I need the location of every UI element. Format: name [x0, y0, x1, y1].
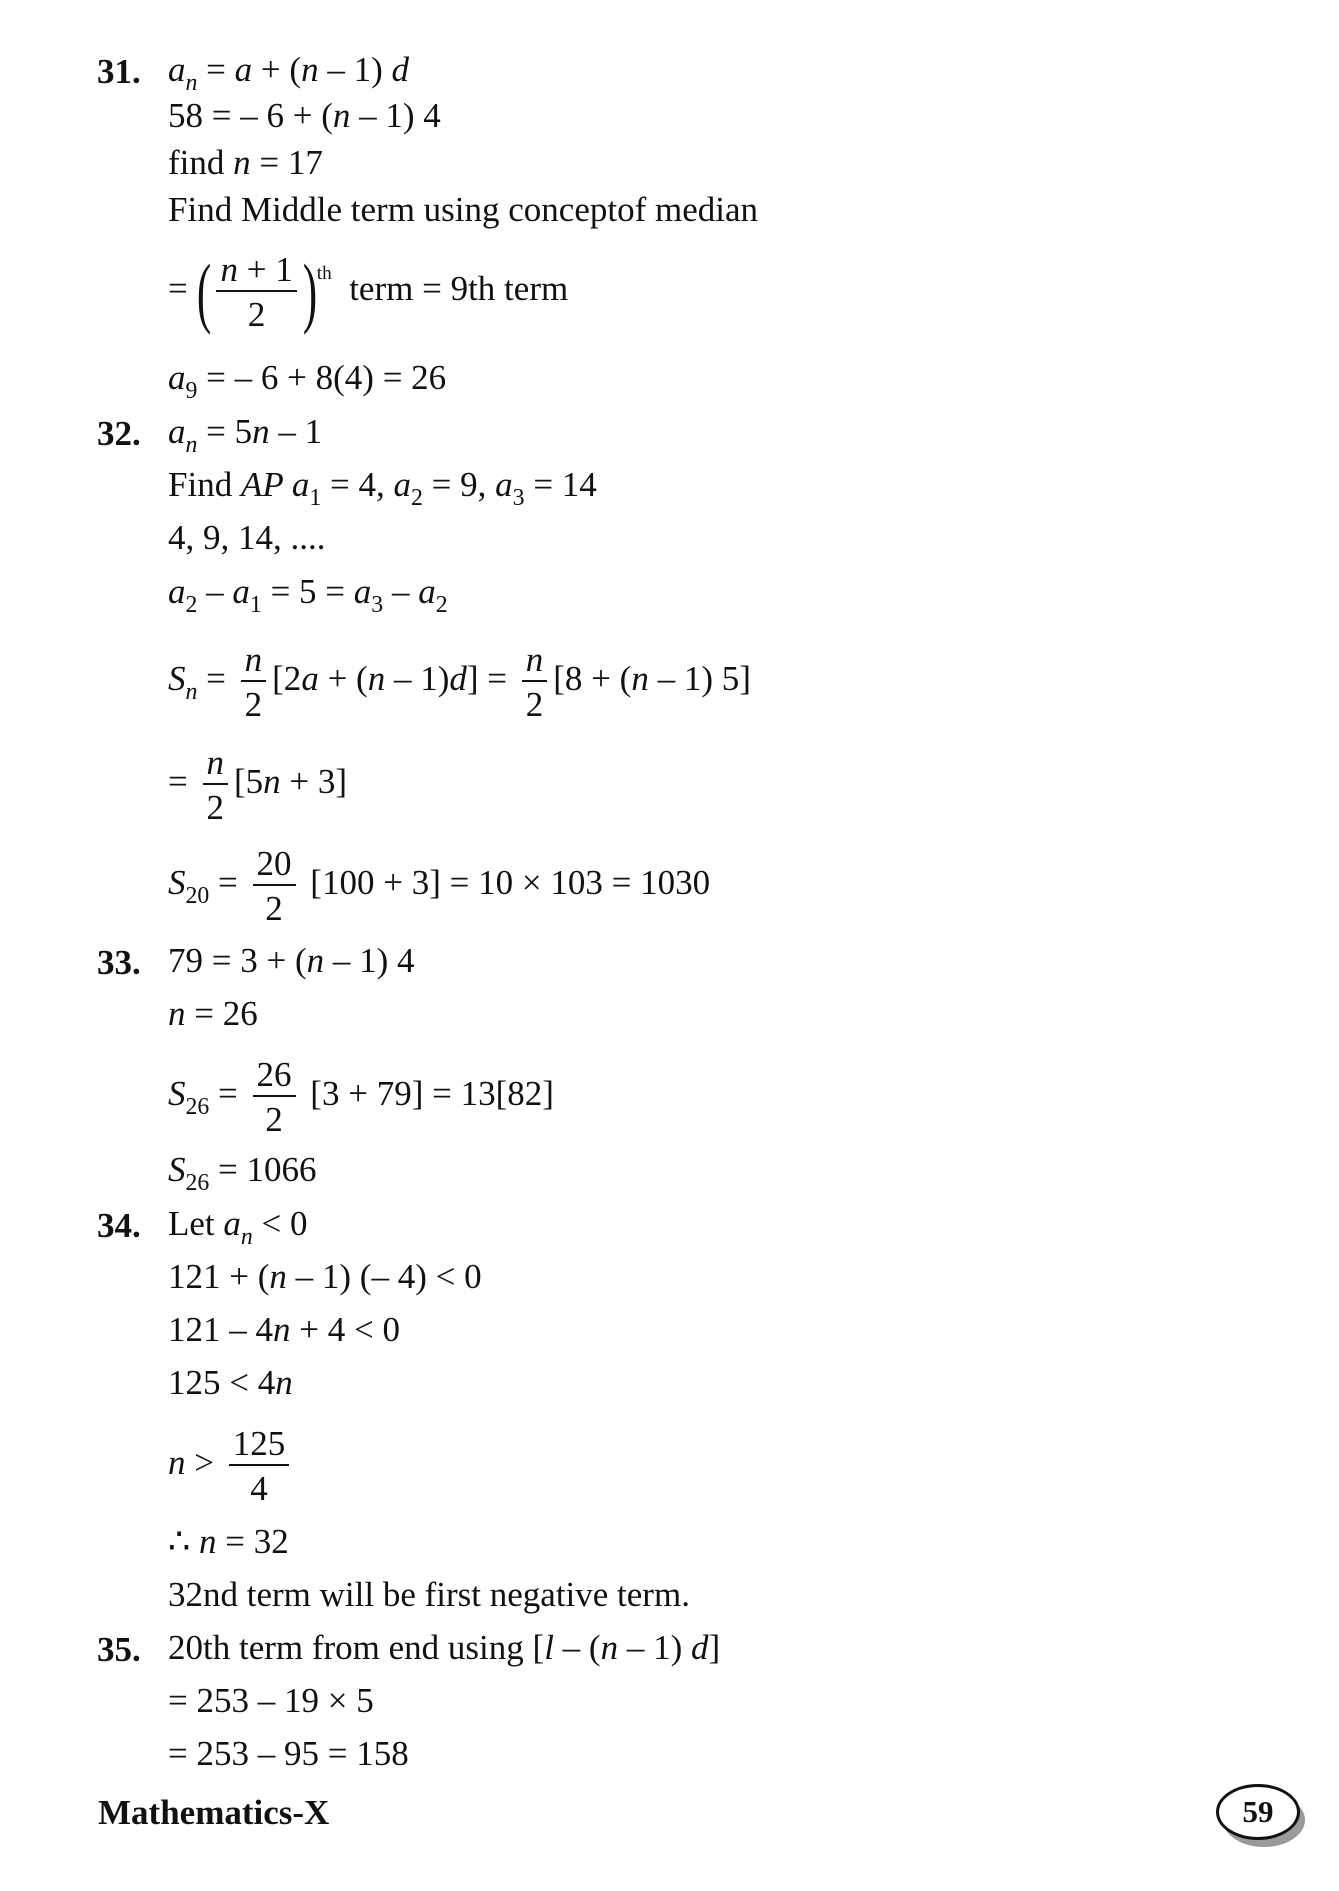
q34-line-3: 121 – 4n + 4 < 0	[168, 1310, 400, 1349]
q33-line-3: $S_{26}$ = $\frac{26}{2}$ [3 + 79] = 13[82]	[168, 1055, 554, 1139]
q32-line-6: = $\frac{n}{2}$ [5n + 3]	[168, 743, 348, 827]
q32-line-4: $a_2 - a_1 = 5 = a_3 - a_2$	[168, 572, 448, 619]
question-number: 31.	[97, 52, 141, 91]
q31-line-6: $a_9$ = – 6 + 8(4) = 26	[168, 358, 447, 405]
q34-line-7: 32nd term will be first negative term.	[168, 1575, 690, 1614]
q32-line-7: $S_{20}$ = $\frac{20}{2}$ [100 + 3] = 10 × 103 = 1030	[168, 844, 711, 928]
q33-line-4: $S_{26} = 1066$	[168, 1150, 317, 1197]
page-number: 59	[1242, 1794, 1274, 1829]
q33-line-1: 79 = 3 + (n – 1) 4	[168, 941, 415, 980]
footer-book-title: Mathematics-X	[98, 1793, 330, 1832]
q34-line-1: Let $a_n < 0$	[168, 1204, 308, 1251]
q31-line-2: 58 = – 6 + (n – 1) 4	[168, 96, 441, 135]
question-number: 35.	[97, 1630, 141, 1669]
q33-line-2: n = 26	[168, 994, 258, 1033]
q34-line-2: 121 + (n – 1) (– 4) < 0	[168, 1257, 482, 1296]
q34-line-4: 125 < 4n	[168, 1363, 293, 1402]
q32-line-5: $S_n$ = $\frac{n}{2}$ [2a + (n – 1)d] = $\frac{n}{2}$ [8 + (n – 1) 5]	[168, 640, 751, 724]
question-number: 32.	[97, 414, 141, 453]
q31-line-3: find n = 17	[168, 143, 323, 182]
question-number: 33.	[97, 943, 141, 982]
q35-line-3: = 253 – 95 = 158	[168, 1734, 409, 1773]
q34-line-5: n > $\frac{125}{4}$	[168, 1426, 295, 1506]
q35-line-2: = 253 – 19 × 5	[168, 1681, 374, 1720]
q31-line-5: = ( $\frac{n + 1}{2}$ )$^{th}$ term = 9th term	[168, 248, 569, 335]
q32-line-2: Find AP $a_1 = 4$, $a_2 = 9$, $a_3 = 14$	[168, 465, 597, 512]
q31-line-1: $a_n = a + (n - 1)$ d	[168, 50, 409, 97]
q32-line-1: $a_n = 5n - 1$	[168, 412, 323, 459]
q31-line-4: Find Middle term using conceptof median	[168, 190, 759, 229]
q32-line-3: 4, 9, 14, ....	[168, 518, 326, 557]
q34-line-6: ∴ n = 32	[168, 1522, 289, 1561]
q35-line-1: 20th term from end using [l – (n – 1) d]	[168, 1628, 721, 1667]
question-number: 34.	[97, 1206, 141, 1245]
page-number-badge	[1216, 1784, 1300, 1840]
